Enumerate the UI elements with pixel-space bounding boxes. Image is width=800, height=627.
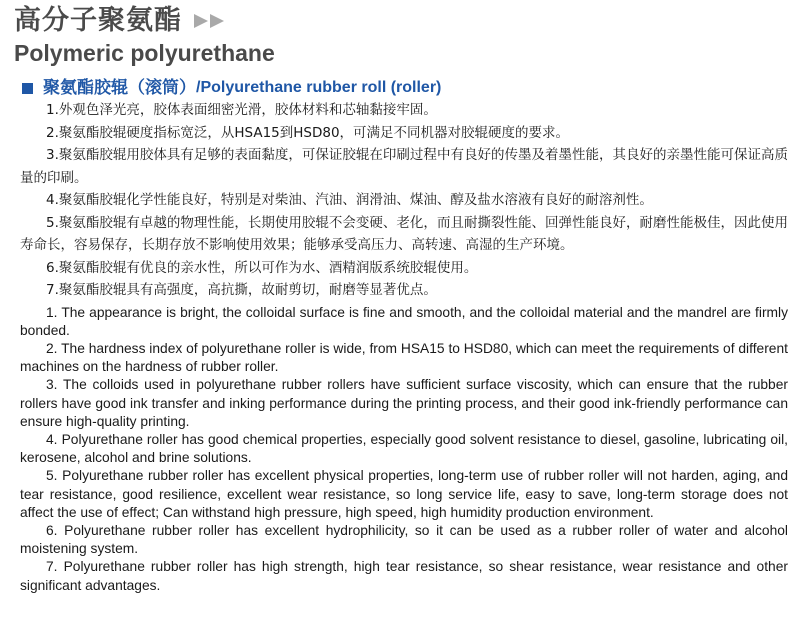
double-arrow-right-icon xyxy=(194,13,228,29)
section-heading xyxy=(14,76,794,100)
cn-feature-item: 6.聚氨酯胶辊有优良的亲水性，所以可作为水、酒精润版系统胶辊使用。 xyxy=(46,259,478,276)
cn-feature-item: 5.聚氨酯胶辊有卓越的物理性能，长期使用胶辊不会变硬、老化，而且耐撕裂性能、回弹性能良好，耐磨性能极佳，因此使用寿命长，容易保存，长期存放不影响使用效果；能够承受高压力、高转速、高湿的生产环境。 xyxy=(20,214,788,253)
cn-feature-item: 3.聚氨酯胶辊用胶体具有足够的表面黏度，可保证胶辊在印刷过程中有良好的传墨及着墨性能，其良好的亲墨性能可保证高质量的印刷。 xyxy=(20,147,788,186)
square-bullet-icon xyxy=(22,83,33,94)
cn-feature-item: 2.聚氨酯胶辊硬度指标宽泛，从HSA15到HSD80，可满足不同机器对胶辊硬度的要求。 xyxy=(46,124,570,141)
en-feature-item: 6. Polyurethane rubber roller has excellent hydrophilicity, so it can be used as a rubber roller of water and alcohol moistening system. xyxy=(20,522,788,557)
content-body xyxy=(20,99,788,595)
title-row xyxy=(14,4,794,38)
page-title-cn: 高分子聚氨酯 xyxy=(14,5,182,36)
en-feature-list xyxy=(20,304,788,595)
cn-feature-item: 7.聚氨酯胶辊具有高强度，高抗撕，故耐剪切，耐磨等显著优点。 xyxy=(46,282,437,298)
en-feature-item: 7. Polyurethane rubber roller has high strength, high tear resistance, so shear resistance, wear resistance and other significant advantages. xyxy=(20,559,788,593)
page-header xyxy=(14,4,794,100)
section-title-en: /Polyurethane rubber roll (roller) xyxy=(196,79,442,96)
en-feature-item: 1. The appearance is bright, the colloidal surface is fine and smooth, and the colloidal material and the mandrel are firmly bonded. xyxy=(20,304,788,338)
en-feature-item: 4. Polyurethane roller has good chemical properties, especially good solvent resistance to diesel, gasoline, lubricating oil, kerosene, alcohol and brine solutions. xyxy=(20,431,788,466)
en-feature-item: 5. Polyurethane rubber roller has excellent physical properties, long-term use of rubber roller will not harden, aging, and tear resistance, good resilience, excellent wear resistance, so long service life, easy to save, long-term storage does not affect the use of effect; Can withstand high pressure, high speed, high humidity production environment. xyxy=(20,468,788,520)
cn-feature-item: 4.聚氨酯胶辊化学性能良好，特别是对柴油、汽油、润滑油、煤油、醇及盐水溶液有良好的耐溶剂性。 xyxy=(46,192,653,208)
page-title-en: Polymeric polyurethane xyxy=(14,40,275,66)
en-feature-item: 3. The colloids used in polyurethane rubber rollers have sufficient surface viscosity, which can ensure that the rubber rollers have good ink transfer and inking performance during the printing process, and their good ink-friendly performance can ensure high-quality printing. xyxy=(20,377,788,429)
section-title-cn: 聚氨酯胶辊（滚筒） xyxy=(43,78,196,98)
en-feature-item: 2. The hardness index of polyurethane roller is wide, from HSA15 to HSD80, which can meet the requirements of different machines on the hardness of rubber roller. xyxy=(20,340,788,375)
cn-feature-item: 1.外观色泽光亮，胶体表面细密光滑，胶体材料和芯轴黏接牢固。 xyxy=(46,102,437,118)
cn-feature-list xyxy=(20,99,788,302)
